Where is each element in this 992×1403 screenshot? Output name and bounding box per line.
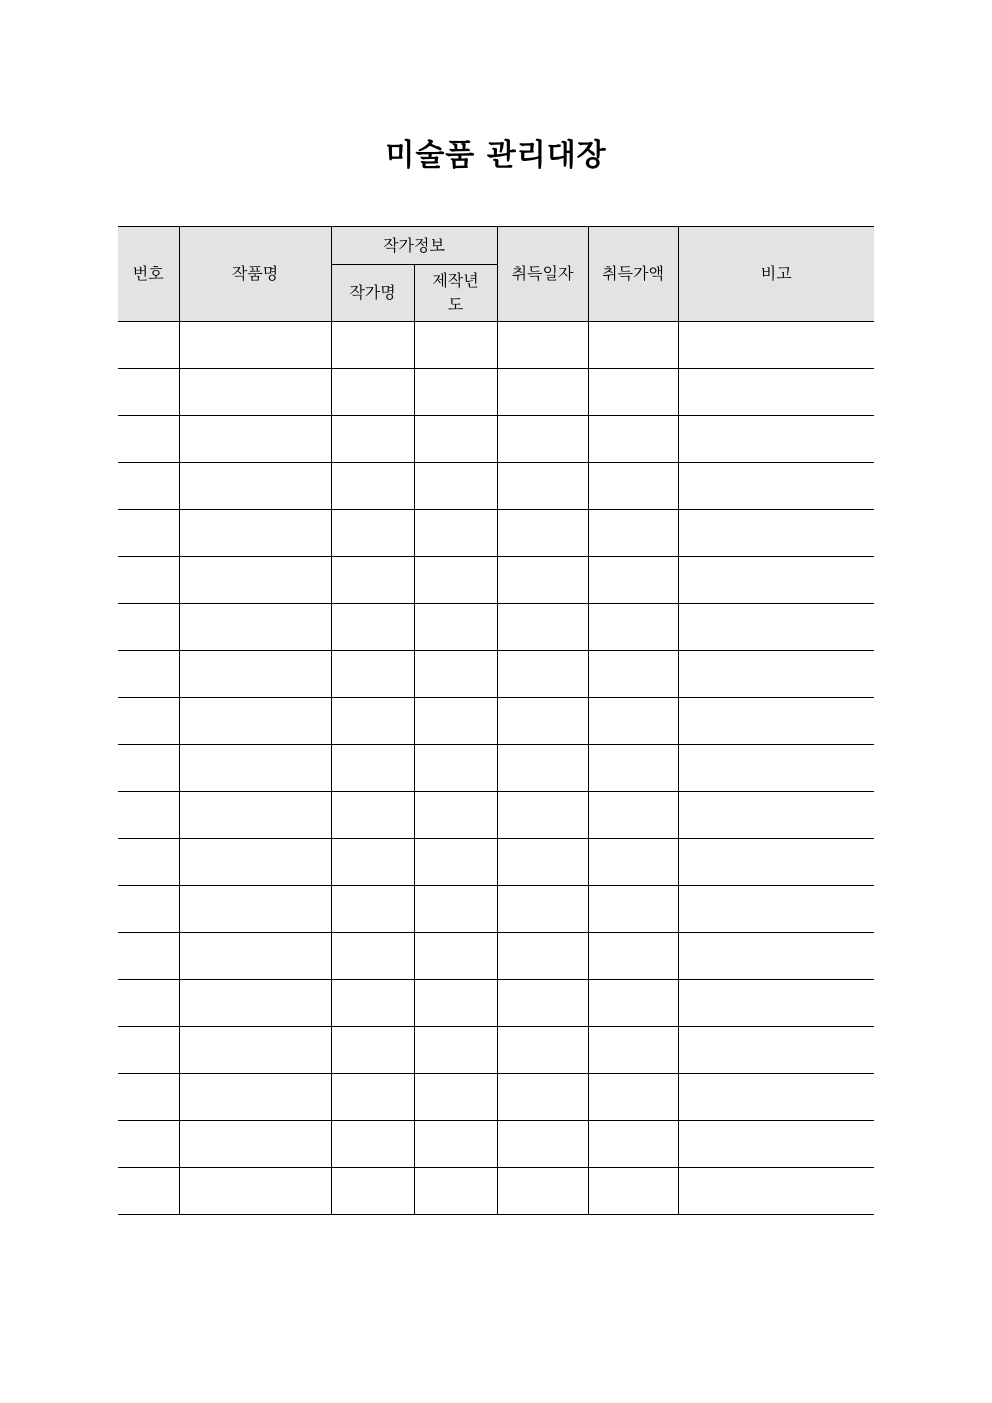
cell-acquisition-price xyxy=(588,369,678,416)
cell-production-year xyxy=(414,792,497,839)
cell-artwork-name xyxy=(179,651,331,698)
cell-production-year xyxy=(414,510,497,557)
table-row xyxy=(118,1027,874,1074)
cell-artwork-name xyxy=(179,369,331,416)
cell-number xyxy=(118,463,179,510)
cell-production-year xyxy=(414,839,497,886)
cell-production-year xyxy=(414,369,497,416)
cell-artist-name xyxy=(331,1027,414,1074)
cell-remarks xyxy=(678,839,874,886)
cell-remarks xyxy=(678,698,874,745)
cell-remarks xyxy=(678,369,874,416)
cell-acquisition-date xyxy=(497,933,588,980)
cell-acquisition-date xyxy=(497,369,588,416)
cell-number xyxy=(118,416,179,463)
cell-artwork-name xyxy=(179,698,331,745)
cell-number xyxy=(118,604,179,651)
cell-acquisition-date xyxy=(497,557,588,604)
column-header-acquisition-price: 취득가액 xyxy=(588,227,678,322)
cell-number xyxy=(118,792,179,839)
cell-artist-name xyxy=(331,839,414,886)
cell-number xyxy=(118,980,179,1027)
table-row xyxy=(118,416,874,463)
cell-remarks xyxy=(678,557,874,604)
cell-acquisition-price xyxy=(588,933,678,980)
cell-artwork-name xyxy=(179,980,331,1027)
cell-acquisition-price xyxy=(588,839,678,886)
cell-acquisition-date xyxy=(497,322,588,369)
cell-artwork-name xyxy=(179,792,331,839)
cell-acquisition-date xyxy=(497,604,588,651)
cell-artist-name xyxy=(331,698,414,745)
table-row xyxy=(118,604,874,651)
cell-acquisition-date xyxy=(497,463,588,510)
cell-remarks xyxy=(678,510,874,557)
cell-acquisition-date xyxy=(497,839,588,886)
cell-production-year xyxy=(414,1121,497,1168)
table-body xyxy=(118,322,874,1215)
cell-artwork-name xyxy=(179,839,331,886)
cell-artist-name xyxy=(331,933,414,980)
cell-production-year xyxy=(414,463,497,510)
cell-remarks xyxy=(678,651,874,698)
table-row xyxy=(118,792,874,839)
table-row xyxy=(118,1168,874,1215)
cell-remarks xyxy=(678,886,874,933)
cell-production-year xyxy=(414,1168,497,1215)
column-header-production-year-cell xyxy=(414,265,497,322)
cell-acquisition-price xyxy=(588,792,678,839)
cell-acquisition-date xyxy=(497,416,588,463)
cell-production-year xyxy=(414,651,497,698)
cell-artwork-name xyxy=(179,933,331,980)
cell-production-year xyxy=(414,698,497,745)
cell-artist-name xyxy=(331,651,414,698)
cell-acquisition-date xyxy=(497,1027,588,1074)
cell-acquisition-price xyxy=(588,980,678,1027)
cell-remarks xyxy=(678,1074,874,1121)
cell-production-year xyxy=(414,745,497,792)
cell-number xyxy=(118,322,179,369)
page-title: 미술품 관리대장 xyxy=(385,138,607,173)
cell-production-year xyxy=(414,604,497,651)
cell-artist-name xyxy=(331,1121,414,1168)
cell-production-year xyxy=(414,933,497,980)
cell-artist-name xyxy=(331,604,414,651)
cell-acquisition-date xyxy=(497,651,588,698)
table-row xyxy=(118,980,874,1027)
cell-number xyxy=(118,1121,179,1168)
cell-artist-name xyxy=(331,1168,414,1215)
cell-artist-name xyxy=(331,886,414,933)
cell-acquisition-date xyxy=(497,980,588,1027)
table-row xyxy=(118,933,874,980)
cell-remarks xyxy=(678,604,874,651)
cell-artist-name xyxy=(331,463,414,510)
cell-artist-name xyxy=(331,792,414,839)
cell-artwork-name xyxy=(179,557,331,604)
cell-production-year xyxy=(414,322,497,369)
cell-acquisition-price xyxy=(588,1121,678,1168)
cell-artist-name xyxy=(331,510,414,557)
cell-production-year xyxy=(414,1027,497,1074)
cell-number xyxy=(118,1074,179,1121)
column-header-artist-name: 작가명 xyxy=(331,265,414,322)
column-header-artwork-name: 작품명 xyxy=(179,227,331,322)
cell-artist-name xyxy=(331,557,414,604)
cell-acquisition-price xyxy=(588,886,678,933)
cell-acquisition-date xyxy=(497,745,588,792)
cell-remarks xyxy=(678,1027,874,1074)
table-row xyxy=(118,510,874,557)
table-row xyxy=(118,557,874,604)
cell-remarks xyxy=(678,745,874,792)
cell-production-year xyxy=(414,980,497,1027)
cell-number xyxy=(118,369,179,416)
cell-number xyxy=(118,1027,179,1074)
cell-acquisition-price xyxy=(588,463,678,510)
cell-number xyxy=(118,839,179,886)
column-header-number: 번호 xyxy=(118,227,179,322)
cell-acquisition-price xyxy=(588,745,678,792)
table-row xyxy=(118,745,874,792)
table-header xyxy=(118,227,874,322)
cell-artwork-name xyxy=(179,510,331,557)
cell-artwork-name xyxy=(179,745,331,792)
column-header-acquisition-date: 취득일자 xyxy=(497,227,588,322)
cell-remarks xyxy=(678,933,874,980)
cell-artwork-name xyxy=(179,1121,331,1168)
cell-number xyxy=(118,698,179,745)
cell-production-year xyxy=(414,886,497,933)
table-row xyxy=(118,839,874,886)
cell-artist-name xyxy=(331,1074,414,1121)
cell-artwork-name xyxy=(179,463,331,510)
table-row xyxy=(118,886,874,933)
cell-artist-name xyxy=(331,369,414,416)
cell-acquisition-price xyxy=(588,1168,678,1215)
table-row xyxy=(118,463,874,510)
cell-production-year xyxy=(414,416,497,463)
cell-artist-name xyxy=(331,745,414,792)
cell-number xyxy=(118,651,179,698)
table-row xyxy=(118,698,874,745)
cell-artwork-name xyxy=(179,1074,331,1121)
cell-remarks xyxy=(678,1168,874,1215)
cell-acquisition-price xyxy=(588,651,678,698)
table-row xyxy=(118,1074,874,1121)
cell-acquisition-price xyxy=(588,1027,678,1074)
column-header-remarks: 비고 xyxy=(678,227,874,322)
table-row xyxy=(118,1121,874,1168)
cell-acquisition-price xyxy=(588,557,678,604)
cell-production-year xyxy=(414,1074,497,1121)
cell-acquisition-date xyxy=(497,1074,588,1121)
cell-remarks xyxy=(678,1121,874,1168)
cell-remarks xyxy=(678,792,874,839)
cell-number xyxy=(118,1168,179,1215)
column-header-production-year: 제작년도 xyxy=(432,271,479,314)
cell-acquisition-price xyxy=(588,322,678,369)
cell-artwork-name xyxy=(179,886,331,933)
cell-number xyxy=(118,745,179,792)
cell-artist-name xyxy=(331,980,414,1027)
cell-artist-name xyxy=(331,416,414,463)
cell-production-year xyxy=(414,557,497,604)
artwork-ledger-table xyxy=(118,226,874,1215)
cell-acquisition-price xyxy=(588,698,678,745)
cell-artwork-name xyxy=(179,1027,331,1074)
cell-remarks xyxy=(678,463,874,510)
cell-artwork-name xyxy=(179,322,331,369)
cell-acquisition-date xyxy=(497,1168,588,1215)
table-row xyxy=(118,369,874,416)
cell-acquisition-date xyxy=(497,792,588,839)
cell-number xyxy=(118,557,179,604)
cell-acquisition-price xyxy=(588,604,678,651)
cell-artist-name xyxy=(331,322,414,369)
column-header-artist-info: 작가정보 xyxy=(331,227,497,265)
cell-acquisition-date xyxy=(497,1121,588,1168)
cell-acquisition-date xyxy=(497,510,588,557)
cell-remarks xyxy=(678,416,874,463)
cell-artwork-name xyxy=(179,1168,331,1215)
cell-acquisition-price xyxy=(588,510,678,557)
cell-remarks xyxy=(678,980,874,1027)
cell-acquisition-date xyxy=(497,698,588,745)
cell-remarks xyxy=(678,322,874,369)
cell-artwork-name xyxy=(179,416,331,463)
table-row xyxy=(118,651,874,698)
cell-acquisition-price xyxy=(588,1074,678,1121)
cell-artwork-name xyxy=(179,604,331,651)
cell-acquisition-price xyxy=(588,416,678,463)
table-row xyxy=(118,322,874,369)
cell-acquisition-date xyxy=(497,886,588,933)
cell-number xyxy=(118,510,179,557)
cell-number xyxy=(118,933,179,980)
cell-number xyxy=(118,886,179,933)
